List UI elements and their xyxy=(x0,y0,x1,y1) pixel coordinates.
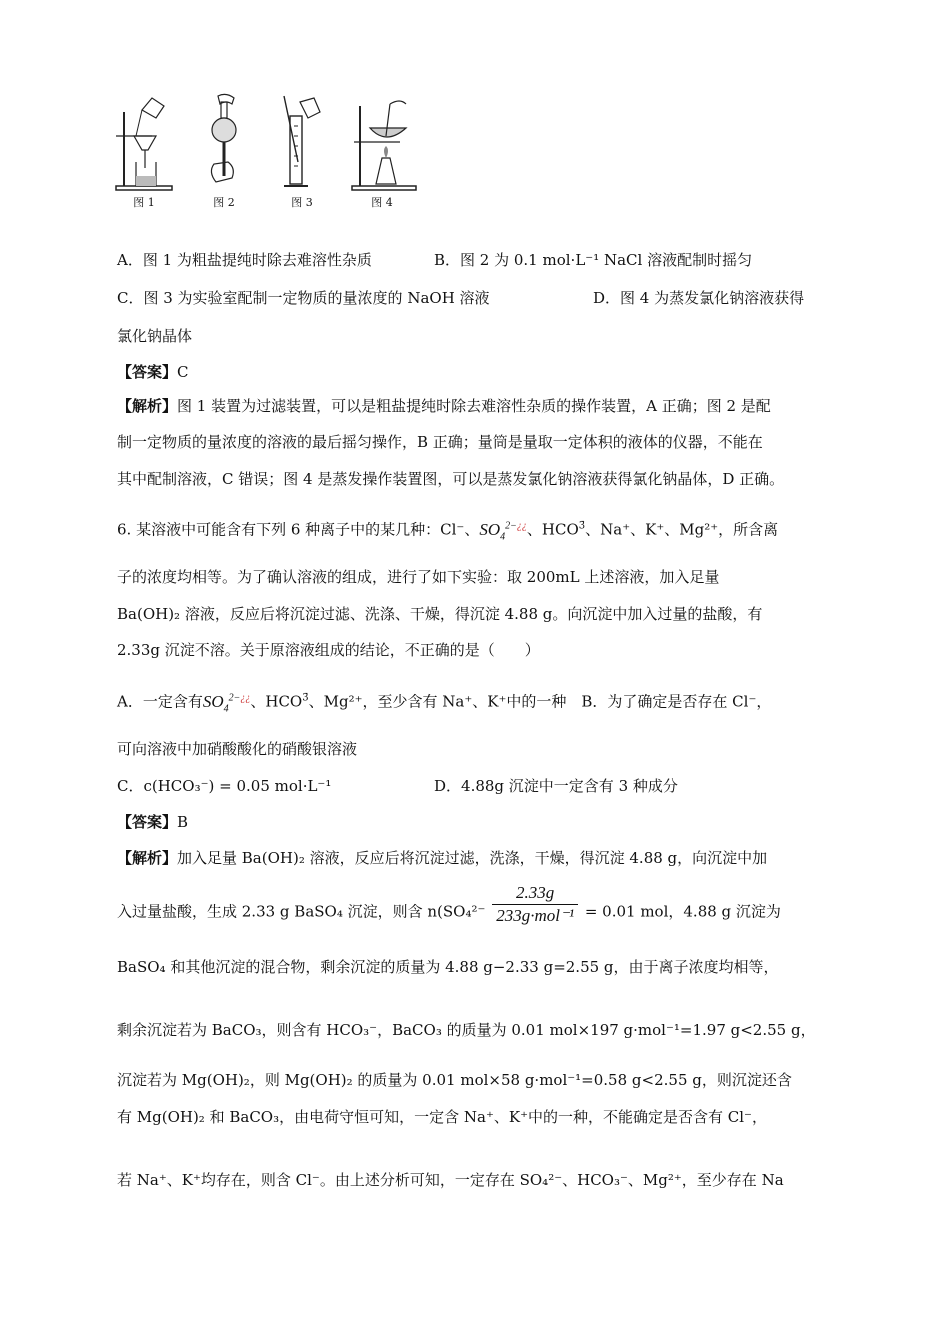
analysis-label: 【解析】 xyxy=(117,397,178,415)
q6-option-d: D．4.88g 沉淀中一定含有 3 种成分 xyxy=(434,777,678,795)
q6-option-c-d xyxy=(117,776,678,796)
q5-option-c-d xyxy=(117,288,805,308)
q6-analysis-line-1 xyxy=(117,848,767,868)
q6-analysis-line-5: 沉淀若为 Mg(OH)₂，则 Mg(OH)₂ 的质量为 0.01 mol×58 g·mol⁻¹=0.58 g<2.55 g，则沉淀还含 xyxy=(117,1071,792,1089)
q5-option-d-cont: 氯化钠晶体 xyxy=(117,327,193,345)
graduated-cylinder-icon xyxy=(270,92,334,192)
q6-stem-text: 6. 某溶液中可能含有下列 6 种离子中的某几种：Cl⁻、 xyxy=(117,520,480,539)
q6-option-a: 、HCO xyxy=(250,692,303,711)
analysis-label: 【解析】 xyxy=(117,849,178,867)
sulfate-formula: $SO_4^{2-¿¿}$ xyxy=(202,691,251,715)
q6-option-a: A．一定含有 xyxy=(117,692,203,711)
figure-1-caption: 图 1 xyxy=(133,196,155,209)
q5-option-a-b xyxy=(117,250,753,270)
figure-4 xyxy=(350,92,414,210)
analysis-text: 入过量盐酸，生成 2.33 g BaSO₄ 沉淀，则含 n(SO₄²⁻ xyxy=(117,902,486,921)
q5-option-b: B．图 2 为 0.1 mol·L⁻¹ NaCl 溶液配制时摇匀 xyxy=(434,251,753,269)
analysis-text: 加入足量 Ba(OH)₂ 溶液，反应后将沉淀过滤，洗涤，干燥，得沉淀 4.88 g，向沉淀中加 xyxy=(177,849,768,867)
q5-analysis-line-1 xyxy=(117,396,771,416)
q6-analysis-line-2 xyxy=(117,883,781,927)
q5-answer xyxy=(117,362,189,382)
q5-option-d: D．图 4 为蒸发氯化钠溶液获得 xyxy=(593,289,805,307)
q6-option-b: 、Mg²⁺，至少含有 Na⁺、K⁺中的一种 B．为了确定是否存在 Cl⁻， xyxy=(308,692,772,711)
figure-4-caption: 图 4 xyxy=(371,196,393,209)
figure-1 xyxy=(112,92,176,210)
q6-option-c: C．c(HCO₃⁻) = 0.05 mol·L⁻¹ xyxy=(117,777,332,795)
filtration-apparatus-icon xyxy=(112,92,176,192)
q6-analysis-line-7: 若 Na⁺、K⁺均存在，则含 Cl⁻。由上述分析可知，一定存在 SO₄²⁻、HCO₃⁻、Mg²⁺，至少存在 Na xyxy=(117,1171,784,1189)
fraction-numerator: 2.33g xyxy=(492,882,578,905)
q6-stem-line-4: 2.33g 沉淀不溶。关于原溶液组成的结论，不正确的是（ ） xyxy=(117,641,540,659)
q6-stem-text: 、HCO xyxy=(526,520,579,539)
q5-option-c: C．图 3 为实验室配制一定物质的量浓度的 NaOH 溶液 xyxy=(117,289,490,307)
answer-value: C xyxy=(177,363,189,381)
q6-stem-line-1: 6. 某溶液中可能含有下列 6 种离子中的某几种：Cl⁻、$SO_4^{2-¿¿}$、$HCO^{3̄}$、Na⁺、K⁺、Mg²⁺，所含离 xyxy=(117,519,779,543)
q6-stem-line-2: 子的浓度均相等。为了确认溶液的组成，进行了如下实验：取 200mL 上述溶液，加入足量 xyxy=(117,568,720,586)
q6-analysis-line-6: 有 Mg(OH)₂ 和 BaCO₃，由电荷守恒可知，一定含 Na⁺、K⁺中的一种，不能确定是否含有 Cl⁻， xyxy=(117,1108,767,1126)
q6-option-a-b: A．一定含有$SO_4^{2-¿¿}$、$HCO^{3̄}$、Mg²⁺，至少含有 Na⁺、K⁺中的一种 B．为了确定是否存在 Cl⁻， xyxy=(117,691,772,715)
evaporation-apparatus-icon xyxy=(350,92,420,192)
answer-value: B xyxy=(177,813,189,831)
q5-analysis-line-3: 其中配制溶液，C 错误；图 4 是蒸发操作装置图，可以是蒸发氯化钠溶液获得氯化钠晶体，D 正确。 xyxy=(117,470,785,488)
fraction-denominator: 233g·mol⁻¹ xyxy=(496,906,575,925)
figure-2 xyxy=(192,92,256,210)
moles-fraction xyxy=(492,882,578,927)
q5-option-a: A．图 1 为粗盐提纯时除去难溶性杂质 xyxy=(117,251,372,269)
apparatus-figures xyxy=(112,92,432,220)
figure-3-caption: 图 3 xyxy=(291,196,313,209)
q6-answer xyxy=(117,812,188,832)
analysis-text: 图 1 装置为过滤装置，可以是粗盐提纯时除去难溶性杂质的操作装置，A 正确；图 2 是配 xyxy=(177,397,771,415)
q6-analysis-line-3: BaSO₄ 和其他沉淀的混合物，剩余沉淀的质量为 4.88 g−2.33 g=2.55 g，由于离子浓度均相等， xyxy=(117,958,779,976)
q6-analysis-line-4: 剩余沉淀若为 BaCO₃，则含有 HCO₃⁻，BaCO₃ 的质量为 0.01 mol×197 g·mol⁻¹=1.97 g<2.55 g， xyxy=(117,1021,816,1039)
answer-label: 【答案】 xyxy=(117,813,178,831)
figure-3 xyxy=(270,92,334,210)
answer-label: 【答案】 xyxy=(117,363,178,381)
figure-2-caption: 图 2 xyxy=(213,196,235,209)
q5-analysis-line-2: 制一定物质的量浓度的溶液的最后摇匀操作，B 正确；量筒是量取一定体积的液体的仪器，不能在 xyxy=(117,433,763,451)
q6-option-b-cont: 可向溶液中加硝酸酸化的硝酸银溶液 xyxy=(117,740,358,758)
q6-stem-text: 、Na⁺、K⁺、Mg²⁺，所含离 xyxy=(585,520,779,539)
sulfate-formula: $SO_4^{2-¿¿}$ xyxy=(479,519,527,543)
volumetric-flask-shaking-icon xyxy=(192,92,256,192)
q6-stem-line-3: Ba(OH)₂ 溶液，反应后将沉淀过滤、洗涤、干燥，得沉淀 4.88 g。向沉淀中加入过量的盐酸，有 xyxy=(117,605,763,623)
analysis-text: = 0.01 mol，4.88 g 沉淀为 xyxy=(584,902,781,921)
